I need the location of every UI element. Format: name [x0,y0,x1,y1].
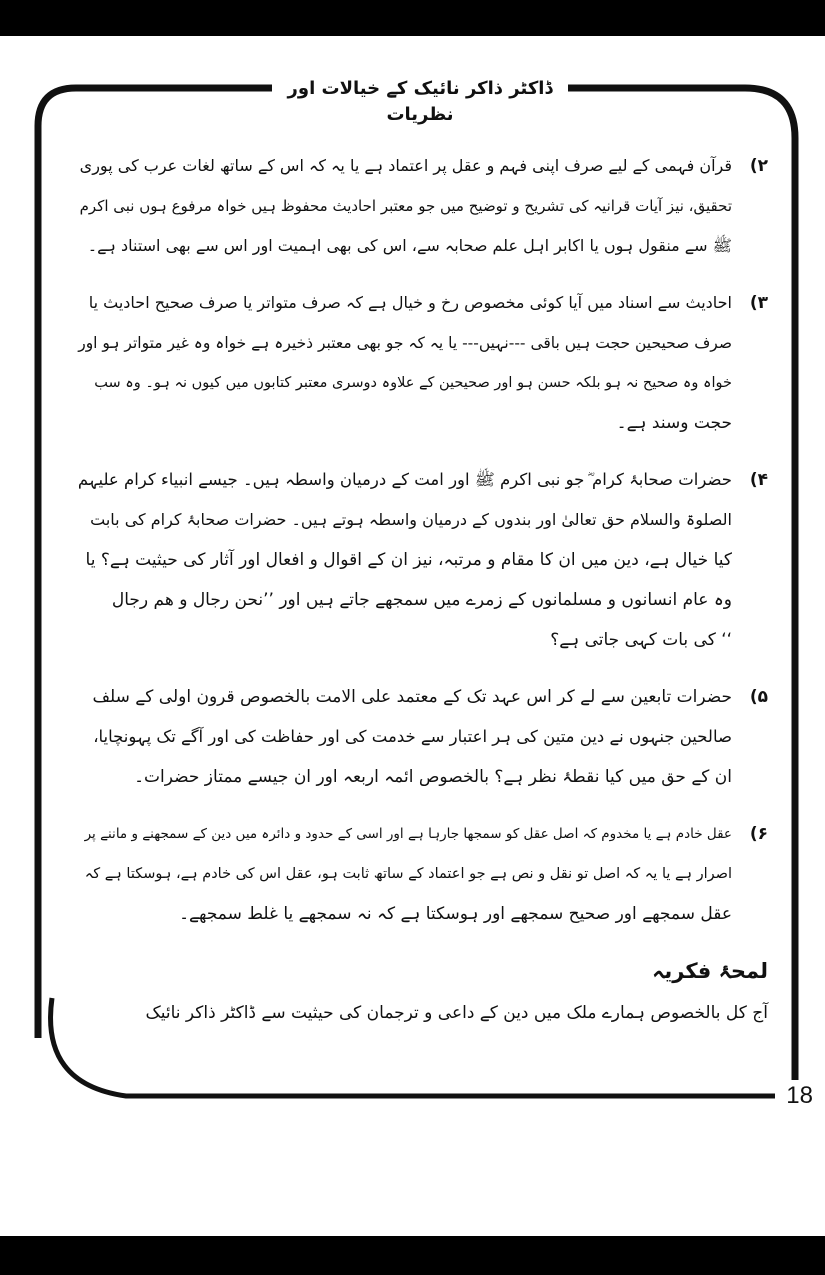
paragraph-number: ۳) [749,293,768,313]
paragraph-line: صالحین جنہوں نے دین متین کی ہر اعتبار سے خدمت کی اور حفاظت کی اور آگے تک پہونچایا، [93,727,732,746]
paragraph-line: الصلوۃ والسلام حق تعالیٰ اور بندوں کے درمیان واسطہ ہوتے ہیں۔ حضرات صحابۂ کرام کی بابت [90,510,732,529]
paragraph-line: ان کے حق میں کیا نقطۂ نظر ہے؟ بالخصوص ائمہ اربعہ اور ان جیسے ممتاز حضرات۔ [134,767,732,787]
paragraph-number: ۵) [749,687,768,707]
page-number: 18 [786,1082,813,1109]
paragraph-line: عقل خادم ہے یا مخدوم کہ اصل عقل کو سمجھا جارہا ہے اور اسی کے حدود و دائرہ میں دین کے سمجھنے و ماننے پر [84,826,732,842]
paragraph-line: ‘‘ کی بات کہی جاتی ہے؟ [550,630,732,650]
page-body [78,146,768,1033]
paragraph-line: حجت وسند ہے۔ [616,413,732,433]
numbered-paragraph [78,460,768,660]
numbered-paragraph [78,146,768,266]
numbered-paragraph [78,283,768,443]
paragraph-line: صرف صحیحین حجت ہیں باقی ---نہیں--- یا یہ کہ جو بھی معتبر ذخیرہ ہے خواہ وہ غیر متواتر ہو اور [78,334,732,352]
paragraph-line: وہ عام انسانوں و مسلمانوں کے زمرے میں سمجھے جاتے ہیں اور ’’نحن رجال و هم رجال [111,590,732,610]
paragraph-number: ۶) [749,824,768,844]
paragraph-line: عقل سمجھے اور صحیح سمجھے اور ہوسکتا ہے کہ نہ سمجھے یا غلط سمجھے۔ [179,904,732,924]
paragraph-line: تحقیق، نیز آیات قرانیہ کی تشریح و توضیح میں جو معتبر احادیث محفوظ ہیں خواہ مرفوع ہوں نبی اکرم [79,197,732,215]
paragraph-line: حضرات تابعین سے لے کر اس عہد تک کے معتمد علی الامت بالخصوص قرون اولی کے سلف [92,687,732,707]
page-header-title: ڈاکٹر ذاکر نائیک کے خیالات اور نظریات [272,76,568,128]
paragraph-number: ۲) [749,156,768,176]
closing-line: آج کل بالخصوص ہمارے ملک میں دین کے داعی و ترجمان کی حیثیت سے ڈاکٹر ذاکر نائیک [145,1003,768,1023]
numbered-paragraph [78,814,768,934]
numbered-paragraph [78,677,768,797]
paragraph-line: ﷺ سے منقول ہوں یا اکابر اہل علم صحابہ سے، اس کی بھی اہمیت اور اس سے بھی استناد ہے۔ [87,236,732,255]
paragraph-line: حضرات صحابۂ کرام ؓ جو نبی اکرم ﷺ اور امت کے درمیان واسطہ ہیں۔ جیسے انبیاء کرام علیہم [77,470,732,489]
paragraph-line: احادیث سے اسناد میں آیا کوئی مخصوص رخ و خیال ہے کہ صرف متواتر یا صرف صحیح احادیث یا [88,293,732,312]
paragraph-line: قرآن فہمی کے لیے صرف اپنی فہم و عقل پر اعتماد ہے یا یہ کہ اس کے ساتھ لغات عرب کی پوری [79,156,732,175]
section-subheading: لمحۂ فکریہ [652,959,768,983]
book-page [0,36,825,1236]
paragraph-line: خواہ وہ صحیح نہ ہو بلکہ حسن ہو اور صحیحین کے علاوہ دوسری معتبر کتابوں میں کیوں نہ ہو۔ وہ سب [94,375,732,391]
paragraph-line: اصرار ہے یا یہ کہ اصل تو نقل و نص ہے جو اعتماد کے ساتھ ثابت ہو، عقل اس کی خادم ہے، ہوسکتا ہے کہ [84,866,732,882]
paragraph-line: کیا خیال ہے، دین میں ان کا مقام و مرتبہ، نیز ان کے اقوال و افعال اور آثار کی حیثیت ہے؟ یا [85,550,732,570]
paragraph-number: ۴) [749,470,768,490]
